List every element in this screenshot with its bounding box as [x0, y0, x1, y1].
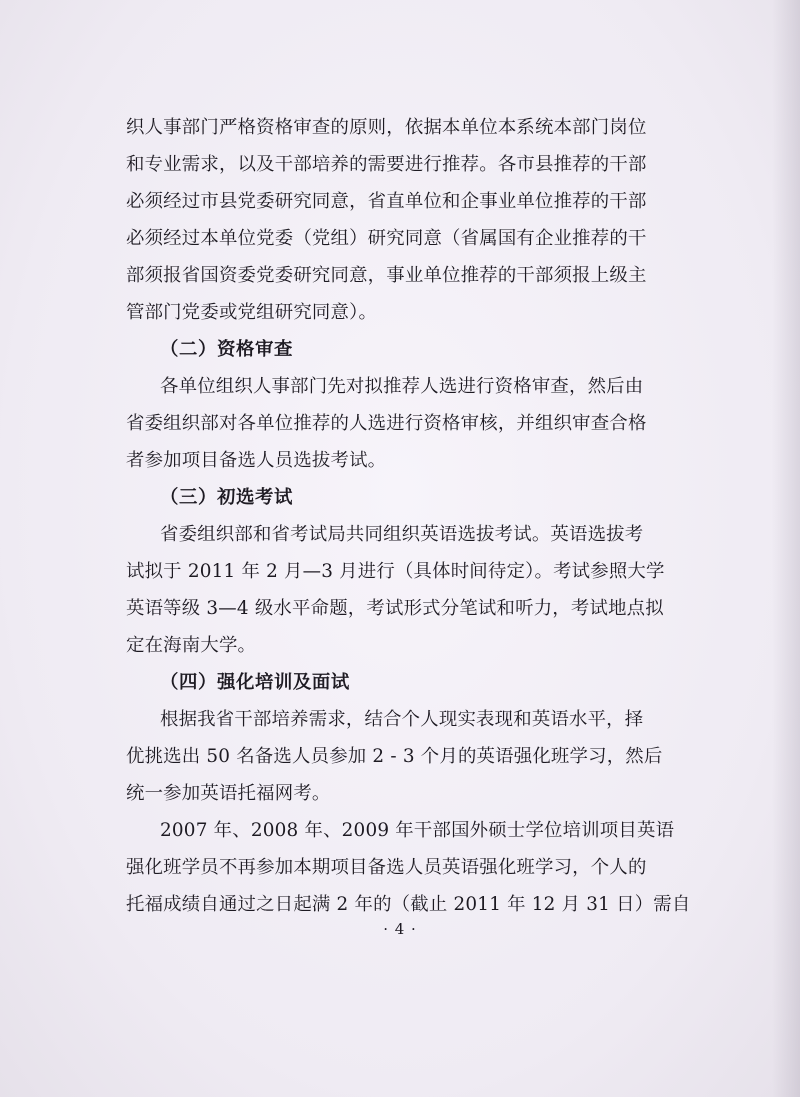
section-heading-preliminary-exam: （三）初选考试	[160, 487, 293, 508]
body-line: 英语等级 3—4 级水平命题，考试形式分笔试和听力，考试地点拟	[126, 598, 664, 619]
body-line: 部须报省国资委党委研究同意，事业单位推荐的干部须报上级主	[126, 265, 647, 286]
body-line: 必须经过市县党委研究同意，省直单位和企事业单位推荐的干部	[126, 191, 647, 212]
paragraph-first-line: 根据我省干部培养需求，结合个人现实表现和英语水平，择	[160, 709, 644, 730]
body-line: 强化班学员不再参加本期项目备选人员英语强化班学习，个人的	[126, 857, 647, 878]
paragraph-first-line: 省委组织部和省考试局共同组织英语选拔考试。英语选拔考	[160, 524, 644, 545]
body-line: 和专业需求，以及干部培养的需要进行推荐。各市县推荐的干部	[126, 154, 647, 175]
body-line: 托福成绩自通过之日起满 2 年的（截止 2011 年 12 月 31 日）需自	[126, 894, 691, 915]
section-heading-qualification-review: （二）资格审查	[160, 339, 293, 360]
body-line: 者参加项目备选人员选拔考试。	[126, 450, 387, 471]
body-line: 必须经过本单位党委（党组）研究同意（省属国有企业推荐的干	[126, 228, 647, 249]
body-line: 管部门党委或党组研究同意）。	[126, 302, 378, 323]
body-line: 织人事部门严格资格审查的原则，依据本单位本系统本部门岗位	[126, 117, 647, 138]
body-line: 定在海南大学。	[126, 635, 257, 656]
body-line: 省委组织部对各单位推荐的人选进行资格审核，并组织审查合格	[126, 413, 647, 434]
paragraph-first-line: 各单位组织人事部门先对拟推荐人选进行资格审查，然后由	[160, 376, 644, 397]
paragraph-first-line: 2007 年、2008 年、2009 年干部国外硕士学位培训项目英语	[160, 820, 675, 841]
body-line: 优挑选出 50 名备选人员参加 2 - 3 个月的英语强化班学习，然后	[126, 746, 663, 767]
body-line: 试拟于 2011 年 2 月—3 月进行（具体时间待定）。考试参照大学	[126, 561, 665, 582]
page-number: · 4 ·	[383, 920, 417, 938]
body-line: 统一参加英语托福网考。	[126, 783, 331, 804]
section-heading-training-interview: （四）强化培训及面试	[160, 672, 350, 693]
